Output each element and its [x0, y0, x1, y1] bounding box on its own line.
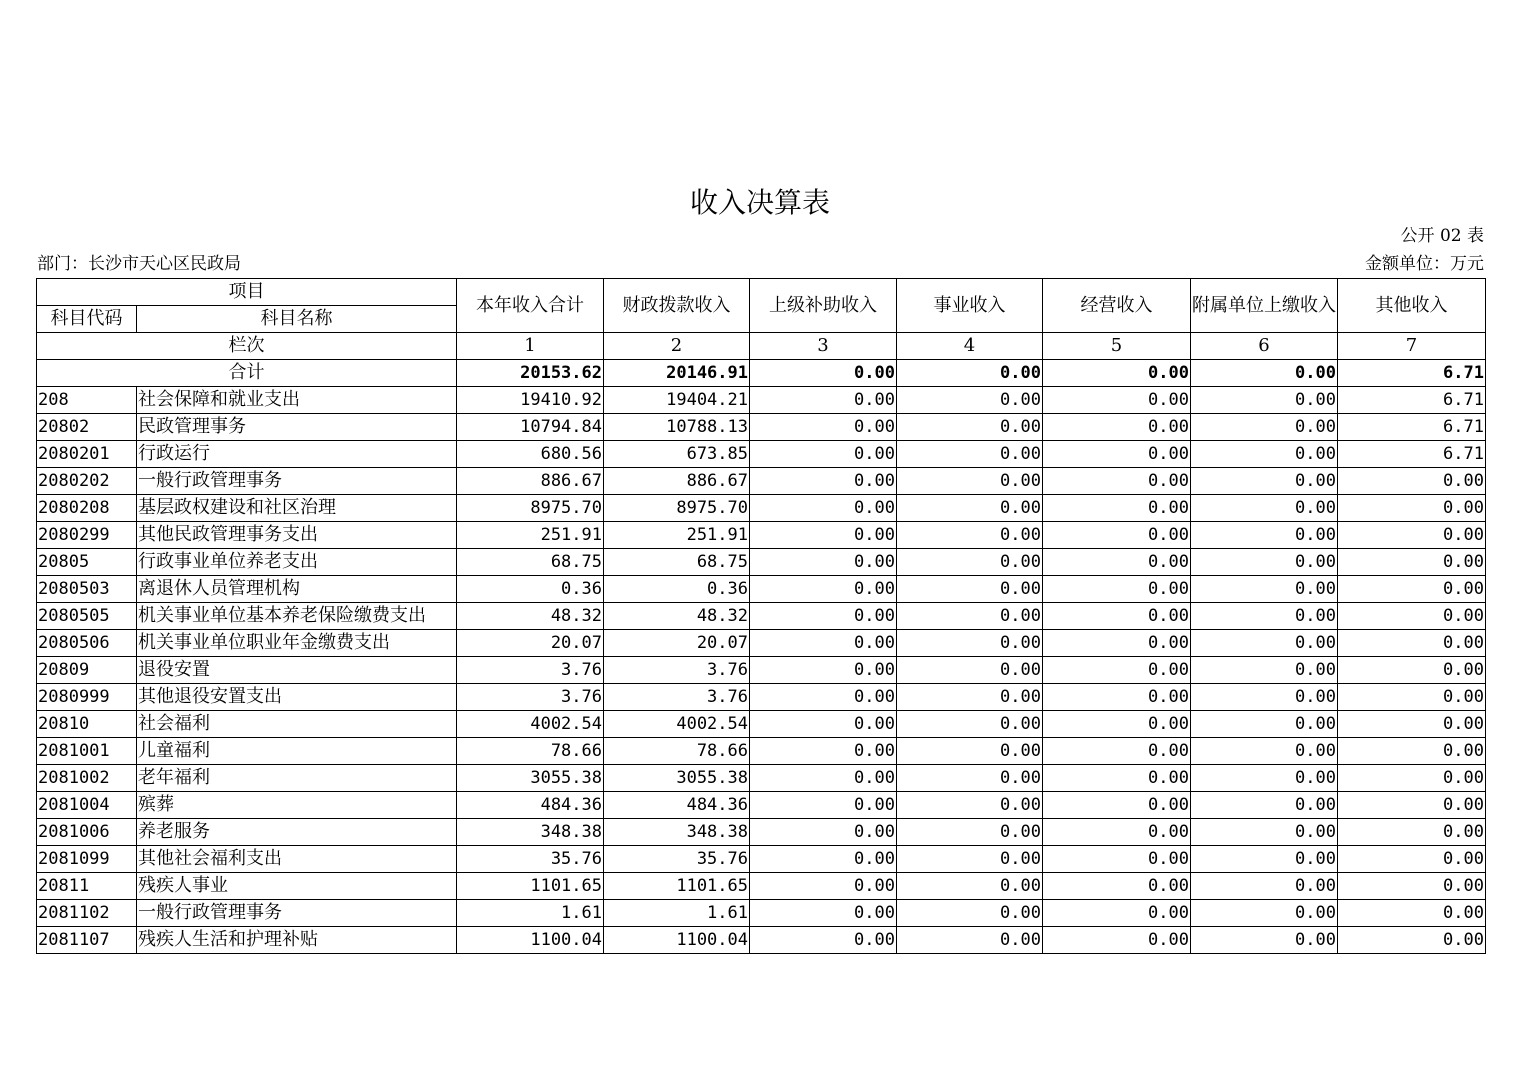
amount-cell: 1101.65 [604, 873, 750, 900]
amount-cell: 0.00 [1338, 900, 1486, 927]
table-row [37, 792, 1486, 819]
amount-cell: 0.00 [897, 927, 1043, 954]
header-fiscal-income: 财政拨款收入 [604, 279, 750, 333]
amount-unit-label: 金额单位：万元 [1365, 254, 1484, 274]
amount-cell: 0.36 [604, 576, 750, 603]
amount-cell: 1.61 [604, 900, 750, 927]
subject-name-cell: 其他退役安置支出 [137, 684, 457, 711]
amount-cell: 0.00 [897, 603, 1043, 630]
amount-cell: 0.00 [1043, 873, 1191, 900]
amount-cell: 0.36 [457, 576, 604, 603]
total-value-cell: 20153.62 [457, 360, 604, 387]
amount-cell: 0.00 [1338, 873, 1486, 900]
header-superior-subsidy: 上级补助收入 [750, 279, 897, 333]
total-value-cell: 6.71 [1338, 360, 1486, 387]
amount-cell: 0.00 [1338, 765, 1486, 792]
subject-name-cell: 其他民政管理事务支出 [137, 522, 457, 549]
total-row-label: 合计 [37, 360, 457, 387]
table-row [37, 900, 1486, 927]
amount-cell: 6.71 [1338, 414, 1486, 441]
amount-cell: 0.00 [1043, 738, 1191, 765]
amount-cell: 0.00 [1191, 927, 1338, 954]
subject-name-cell: 一般行政管理事务 [137, 900, 457, 927]
amount-cell: 35.76 [457, 846, 604, 873]
amount-cell: 0.00 [1338, 576, 1486, 603]
amount-cell: 0.00 [750, 549, 897, 576]
subject-name-cell: 民政管理事务 [137, 414, 457, 441]
header-affiliate-income: 附属单位上缴收入 [1191, 279, 1338, 333]
amount-cell: 886.67 [604, 468, 750, 495]
header-project: 项目 [37, 279, 457, 306]
amount-cell: 0.00 [897, 738, 1043, 765]
amount-cell: 0.00 [750, 900, 897, 927]
amount-cell: 1101.65 [457, 873, 604, 900]
header-subject-name: 科目名称 [137, 306, 457, 333]
subject-code-cell: 2080202 [37, 468, 137, 495]
amount-cell: 0.00 [1043, 414, 1191, 441]
amount-cell: 680.56 [457, 441, 604, 468]
amount-cell: 251.91 [604, 522, 750, 549]
amount-cell: 6.71 [1338, 441, 1486, 468]
amount-cell: 0.00 [750, 819, 897, 846]
table-row [37, 468, 1486, 495]
amount-cell: 0.00 [897, 549, 1043, 576]
amount-cell: 0.00 [750, 468, 897, 495]
department-label: 部门：长沙市天心区民政局 [37, 254, 241, 274]
amount-cell: 0.00 [1191, 873, 1338, 900]
amount-cell: 0.00 [750, 576, 897, 603]
amount-cell: 0.00 [750, 711, 897, 738]
total-value-cell: 0.00 [1043, 360, 1191, 387]
subject-code-cell: 2081002 [37, 765, 137, 792]
table-row [37, 657, 1486, 684]
total-value-cell: 0.00 [1191, 360, 1338, 387]
amount-cell: 0.00 [1191, 846, 1338, 873]
subject-name-cell: 殡葬 [137, 792, 457, 819]
table-row [37, 738, 1486, 765]
amount-cell: 0.00 [897, 495, 1043, 522]
table-row [37, 819, 1486, 846]
table-row [37, 846, 1486, 873]
subject-name-cell: 养老服务 [137, 819, 457, 846]
amount-cell: 0.00 [1191, 657, 1338, 684]
amount-cell: 0.00 [1338, 927, 1486, 954]
amount-cell: 3055.38 [604, 765, 750, 792]
amount-cell: 0.00 [750, 738, 897, 765]
subject-code-cell: 2080201 [37, 441, 137, 468]
amount-cell: 3.76 [604, 684, 750, 711]
amount-cell: 0.00 [1191, 765, 1338, 792]
amount-cell: 0.00 [1191, 711, 1338, 738]
total-value-cell: 20146.91 [604, 360, 750, 387]
amount-cell: 0.00 [1191, 522, 1338, 549]
total-value-cell: 0.00 [750, 360, 897, 387]
amount-cell: 0.00 [1191, 738, 1338, 765]
amount-cell: 0.00 [1043, 927, 1191, 954]
subject-name-cell: 行政事业单位养老支出 [137, 549, 457, 576]
amount-cell: 0.00 [897, 765, 1043, 792]
subject-name-cell: 机关事业单位基本养老保险缴费支出 [137, 603, 457, 630]
subject-code-cell: 2080999 [37, 684, 137, 711]
table-row [37, 387, 1486, 414]
subject-code-cell: 2081006 [37, 819, 137, 846]
amount-cell: 0.00 [1043, 684, 1191, 711]
subject-name-cell: 社会保障和就业支出 [137, 387, 457, 414]
amount-cell: 0.00 [1043, 765, 1191, 792]
amount-cell: 0.00 [1191, 630, 1338, 657]
amount-cell: 0.00 [897, 630, 1043, 657]
amount-cell: 0.00 [1191, 414, 1338, 441]
amount-cell: 1100.04 [604, 927, 750, 954]
amount-cell: 0.00 [897, 468, 1043, 495]
amount-cell: 0.00 [1043, 549, 1191, 576]
amount-cell: 0.00 [1043, 657, 1191, 684]
subject-code-cell: 2081099 [37, 846, 137, 873]
subject-code-cell: 2081001 [37, 738, 137, 765]
amount-cell: 3055.38 [457, 765, 604, 792]
amount-cell: 0.00 [1191, 495, 1338, 522]
subject-code-cell: 20811 [37, 873, 137, 900]
amount-cell: 0.00 [750, 684, 897, 711]
subject-code-cell: 2081107 [37, 927, 137, 954]
amount-cell: 0.00 [1043, 900, 1191, 927]
amount-cell: 48.32 [457, 603, 604, 630]
amount-cell: 0.00 [897, 819, 1043, 846]
subject-code-cell: 20810 [37, 711, 137, 738]
amount-cell: 1.61 [457, 900, 604, 927]
amount-cell: 0.00 [1338, 819, 1486, 846]
amount-cell: 0.00 [1043, 522, 1191, 549]
amount-cell: 0.00 [1043, 576, 1191, 603]
subject-name-cell: 一般行政管理事务 [137, 468, 457, 495]
amount-cell: 0.00 [1338, 657, 1486, 684]
amount-cell: 0.00 [897, 522, 1043, 549]
amount-cell: 8975.70 [604, 495, 750, 522]
amount-cell: 0.00 [1191, 576, 1338, 603]
subject-code-cell: 2080505 [37, 603, 137, 630]
amount-cell: 0.00 [897, 441, 1043, 468]
amount-cell: 0.00 [1191, 792, 1338, 819]
subject-name-cell: 基层政权建设和社区治理 [137, 495, 457, 522]
income-table [36, 278, 1486, 954]
amount-cell: 0.00 [750, 495, 897, 522]
subject-code-cell: 2080208 [37, 495, 137, 522]
amount-cell: 0.00 [1043, 792, 1191, 819]
amount-cell: 0.00 [1191, 603, 1338, 630]
amount-cell: 0.00 [1191, 819, 1338, 846]
header-subject-code: 科目代码 [37, 306, 137, 333]
amount-cell: 0.00 [750, 630, 897, 657]
table-row [37, 495, 1486, 522]
amount-cell: 1100.04 [457, 927, 604, 954]
amount-cell: 3.76 [457, 684, 604, 711]
column-index-cell: 2 [604, 333, 750, 360]
column-index-cell: 3 [750, 333, 897, 360]
amount-cell: 20.07 [457, 630, 604, 657]
table-row [37, 873, 1486, 900]
amount-cell: 0.00 [897, 873, 1043, 900]
amount-cell: 68.75 [604, 549, 750, 576]
amount-cell: 0.00 [1043, 846, 1191, 873]
subject-code-cell: 2080506 [37, 630, 137, 657]
amount-cell: 251.91 [457, 522, 604, 549]
column-index-cell: 1 [457, 333, 604, 360]
amount-cell: 0.00 [897, 684, 1043, 711]
amount-cell: 0.00 [1338, 495, 1486, 522]
subject-code-cell: 2081102 [37, 900, 137, 927]
subject-name-cell: 离退休人员管理机构 [137, 576, 457, 603]
amount-cell: 0.00 [750, 414, 897, 441]
table-row [37, 765, 1486, 792]
amount-cell: 4002.54 [457, 711, 604, 738]
amount-cell: 0.00 [1338, 630, 1486, 657]
column-index-cell: 4 [897, 333, 1043, 360]
header-total-income: 本年收入合计 [457, 279, 604, 333]
subject-name-cell: 机关事业单位职业年金缴费支出 [137, 630, 457, 657]
amount-cell: 0.00 [1338, 846, 1486, 873]
header-business-income: 事业收入 [897, 279, 1043, 333]
amount-cell: 0.00 [1191, 468, 1338, 495]
table-row [37, 441, 1486, 468]
table-row [37, 414, 1486, 441]
subject-code-cell: 20802 [37, 414, 137, 441]
amount-cell: 0.00 [1043, 441, 1191, 468]
amount-cell: 0.00 [750, 873, 897, 900]
amount-cell: 0.00 [897, 711, 1043, 738]
column-index-cell: 5 [1043, 333, 1191, 360]
amount-cell: 0.00 [1191, 684, 1338, 711]
amount-cell: 10794.84 [457, 414, 604, 441]
amount-cell: 348.38 [457, 819, 604, 846]
subject-name-cell: 残疾人事业 [137, 873, 457, 900]
amount-cell: 0.00 [1043, 711, 1191, 738]
subject-name-cell: 儿童福利 [137, 738, 457, 765]
column-index-cell: 7 [1338, 333, 1486, 360]
subject-name-cell: 残疾人生活和护理补贴 [137, 927, 457, 954]
amount-cell: 0.00 [750, 792, 897, 819]
amount-cell: 3.76 [457, 657, 604, 684]
amount-cell: 35.76 [604, 846, 750, 873]
amount-cell: 0.00 [1338, 549, 1486, 576]
table-row [37, 927, 1486, 954]
amount-cell: 6.71 [1338, 387, 1486, 414]
table-row [37, 684, 1486, 711]
header-operating-income: 经营收入 [1043, 279, 1191, 333]
amount-cell: 0.00 [897, 576, 1043, 603]
amount-cell: 0.00 [750, 927, 897, 954]
header-other-income: 其他收入 [1338, 279, 1486, 333]
subject-name-cell: 其他社会福利支出 [137, 846, 457, 873]
amount-cell: 78.66 [457, 738, 604, 765]
subject-name-cell: 退役安置 [137, 657, 457, 684]
amount-cell: 0.00 [1191, 387, 1338, 414]
subject-code-cell: 2081004 [37, 792, 137, 819]
subject-name-cell: 行政运行 [137, 441, 457, 468]
amount-cell: 0.00 [750, 387, 897, 414]
amount-cell: 0.00 [897, 387, 1043, 414]
table-row [37, 711, 1486, 738]
amount-cell: 78.66 [604, 738, 750, 765]
amount-cell: 0.00 [1338, 738, 1486, 765]
column-index-label: 栏次 [37, 333, 457, 360]
table-row [37, 549, 1486, 576]
amount-cell: 0.00 [1338, 522, 1486, 549]
amount-cell: 19404.21 [604, 387, 750, 414]
subject-code-cell: 20809 [37, 657, 137, 684]
amount-cell: 484.36 [604, 792, 750, 819]
amount-cell: 0.00 [750, 522, 897, 549]
amount-cell: 0.00 [1338, 792, 1486, 819]
amount-cell: 0.00 [1191, 900, 1338, 927]
amount-cell: 0.00 [750, 441, 897, 468]
document-title: 收入决算表 [689, 186, 830, 219]
subject-code-cell: 20805 [37, 549, 137, 576]
column-index-cell: 6 [1191, 333, 1338, 360]
amount-cell: 68.75 [457, 549, 604, 576]
amount-cell: 0.00 [1338, 684, 1486, 711]
amount-cell: 0.00 [897, 657, 1043, 684]
form-number: 公开 02 表 [1400, 226, 1484, 246]
amount-cell: 0.00 [897, 792, 1043, 819]
table-row [37, 603, 1486, 630]
amount-cell: 48.32 [604, 603, 750, 630]
amount-cell: 0.00 [897, 414, 1043, 441]
amount-cell: 8975.70 [457, 495, 604, 522]
subject-name-cell: 社会福利 [137, 711, 457, 738]
amount-cell: 0.00 [750, 846, 897, 873]
amount-cell: 0.00 [1191, 549, 1338, 576]
table-row [37, 576, 1486, 603]
amount-cell: 484.36 [457, 792, 604, 819]
amount-cell: 0.00 [1043, 495, 1191, 522]
amount-cell: 3.76 [604, 657, 750, 684]
amount-cell: 0.00 [1043, 468, 1191, 495]
amount-cell: 886.67 [457, 468, 604, 495]
amount-cell: 0.00 [750, 603, 897, 630]
amount-cell: 0.00 [750, 657, 897, 684]
subject-code-cell: 2080503 [37, 576, 137, 603]
amount-cell: 19410.92 [457, 387, 604, 414]
table-row [37, 630, 1486, 657]
subject-code-cell: 208 [37, 387, 137, 414]
amount-cell: 0.00 [1043, 819, 1191, 846]
amount-cell: 10788.13 [604, 414, 750, 441]
amount-cell: 673.85 [604, 441, 750, 468]
total-value-cell: 0.00 [897, 360, 1043, 387]
amount-cell: 0.00 [1043, 630, 1191, 657]
amount-cell: 0.00 [1338, 468, 1486, 495]
amount-cell: 0.00 [1338, 711, 1486, 738]
amount-cell: 0.00 [1338, 603, 1486, 630]
amount-cell: 0.00 [750, 765, 897, 792]
subject-code-cell: 2080299 [37, 522, 137, 549]
amount-cell: 4002.54 [604, 711, 750, 738]
subject-name-cell: 老年福利 [137, 765, 457, 792]
amount-cell: 348.38 [604, 819, 750, 846]
amount-cell: 20.07 [604, 630, 750, 657]
amount-cell: 0.00 [897, 900, 1043, 927]
amount-cell: 0.00 [1191, 441, 1338, 468]
amount-cell: 0.00 [897, 846, 1043, 873]
table-row [37, 522, 1486, 549]
amount-cell: 0.00 [1043, 387, 1191, 414]
amount-cell: 0.00 [1043, 603, 1191, 630]
